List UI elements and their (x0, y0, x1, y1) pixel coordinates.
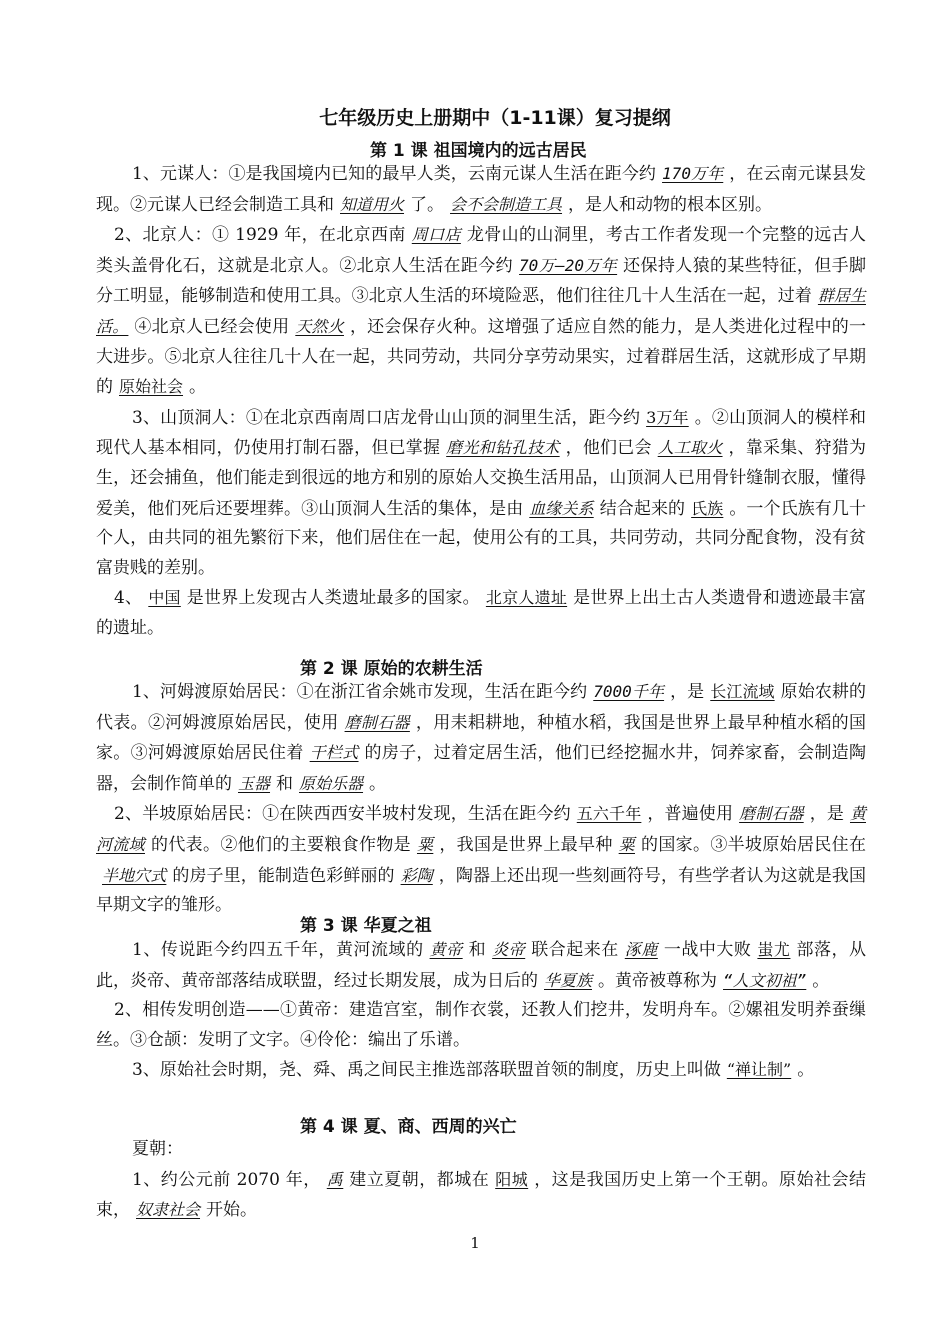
paragraph-banpo: 2、半坡原始居民：①在陕西西安半坡村发现，生活在距今约 五六千年 ，普遍使用 磨制石器 ，是 黄河流域 的代表。②他们的主要粮食作物是 粟 ，我国是世界上最早种 粟 的国家。③半坡原始居民住在半地穴式 的房子里，能制造色彩鲜丽的 彩陶 ，陶器上还出现一些刻画符号，有些学者认为这就是我国早期文字的雏形。 (96, 804, 866, 916)
answer-blank: 磨制石器 (739, 804, 804, 824)
answer-blank: 禹 (326, 1169, 344, 1189)
lesson-3-heading: 第 3 课 华夏之祖 (300, 916, 432, 936)
lesson-4-heading: 第 4 课 夏、商、西周的兴亡 (300, 1117, 517, 1137)
answer-blank: 干栏式 (309, 743, 359, 763)
answer-blank: 知道用火 (340, 194, 405, 214)
answer-blank: 群居生活。 (96, 286, 866, 336)
answer-blank: 粟 (416, 834, 434, 854)
answer-blank: 黄帝 (429, 940, 463, 959)
answer-blank: 中国 (148, 588, 181, 608)
paragraph-upper-cave: 3、山顶洞人：①在北京西南周口店龙骨山山顶的洞里生活，距今约 3万年 。②山顶洞人的模样和现代人基本相同，仍使用打制石器，但已掌握 磨光和钻孔技术 ，他们已会 人工取火 ，靠采集、狩猎为生，还会捕鱼，他们能走到很远的地方和别的原始人交换生活用品，山顶洞人已用骨针缝制衣服，懂得爱美，他们死后还要埋葬。③山顶洞人生活的集体，是由 血缘关系 结合起来的 氏族 。一个氏族有几十个人，由共同的祖先繁衍下来，他们居住在一起，使用公有的工具，共同劳动，共同分配食物，没有贫富贵贱的差别。 (96, 407, 866, 578)
answer-blank: 周口店 (411, 225, 461, 245)
answer-blank: 北京人遗址 (485, 588, 568, 608)
page-number: 1 (470, 1234, 480, 1252)
paragraph-shanrang: 3、原始社会时期，尧、舜、禹之间民主推选部落联盟首领的制度，历史上叫做 “禅让制” 。 (132, 1060, 815, 1081)
answer-blank: “禅让制” (726, 1060, 792, 1080)
paragraph-huangdi: 1、传说距今约四五千年，黄河流域的 黄帝 和 炎帝 联合起来在 涿鹿 一战中大败 蚩尤 部落，从此，炎帝、黄帝部落结成联盟，经过长期发展，成为日后的 华夏族 。黄帝被尊称为 “人文初祖” 。 (96, 940, 866, 991)
answer-blank: 磨光和钻孔技术 (446, 438, 560, 458)
answer-blank: 氏族 (691, 498, 724, 518)
paragraph-hemudu: 1、河姆渡原始居民：①在浙江省余姚市发现，生活在距今约 7000千年 ，是 长江流域 原始农耕的代表。②河姆渡原始居民，使用 磨制石器 ，用耒耜耕地，种植水稻，我国是世界上最早种植水稻的国家。③河姆渡原始居民住着 干栏式 的房子，过着定居生活，他们已经挖掘水井，饲养家畜，会制造陶器，会制作简单的 玉器 和 原始乐器 。 (96, 682, 867, 794)
paragraph-peking-man: 2、北京人：① 1929 年，在北京西南 周口店 龙骨山的山洞里，考古工作者发现一个完整的远古人类头盖骨化石，这就是北京人。②北京人生活在距今约 70万—20万年 还保持人猿的某些特征，但手脚分工明显，能够制造和使用工具。③北京人生活的环境险恶，他们往往几十人生活在一起，过着 群居生活。 ④北京人已经会使用 天然火 ，还会保存火种。这增强了适应自然的能力，是人类进化过程中的一大进步。⑤北京人往往几十人在一起，共同劳动，共同分享劳动果实，过着群居生活，这就形成了早期的 原始社会 。 (96, 225, 867, 398)
answer-blank: 长江流域 (710, 682, 775, 701)
answer-blank: 华夏族 (544, 970, 593, 990)
lesson-2-heading: 第 2 课 原始的农耕生活 (300, 659, 483, 679)
answer-blank: 会不会制造工具 (450, 194, 563, 214)
subheading-xia: 夏朝： (132, 1139, 183, 1159)
paragraph-china-sites: 4、 中国 是世界上发现古人类遗址最多的国家。 北京人遗址 是世界上出土古人类遗骨和遗迹最丰富的遗址。 (96, 588, 866, 638)
lesson-3-body (96, 935, 866, 1086)
answer-blank: 70万—20万年 (519, 255, 618, 275)
lesson-1-body (96, 159, 866, 644)
answer-blank: 黄河流域 (96, 804, 866, 854)
answer-blank: 天然火 (295, 316, 344, 336)
lesson-1-heading: 第 1 课 祖国境内的远古居民 (370, 141, 587, 161)
answer-blank: 170万年 (662, 164, 724, 183)
answer-blank: 血缘关系 (529, 498, 594, 518)
answer-blank: 彩陶 (400, 865, 433, 885)
answer-blank: 蚩尤 (757, 940, 791, 959)
answer-blank: 半地穴式 (102, 865, 167, 885)
answer-blank: 炎帝 (492, 940, 526, 959)
answer-blank: “人文初祖” (723, 970, 807, 990)
answer-blank: 涿鹿 (624, 940, 658, 959)
answer-blank: 磨制石器 (344, 712, 410, 732)
answer-blank: 奴隶社会 (136, 1200, 201, 1220)
answer-blank: 人工取火 (657, 438, 723, 458)
paragraph-xia: 1、约公元前 2070 年， 禹 建立夏朝，都城在 阳城 ，这是我国历史上第一个王朝。原始社会结束， 奴隶社会 开始。 (96, 1169, 866, 1221)
lesson-4-body (96, 1135, 866, 1226)
answer-blank: 玉器 (238, 773, 271, 793)
document-title: 七年级历史上册期中（1-11课）复习提纲 (319, 107, 671, 129)
answer-blank: 原始社会 (119, 377, 184, 397)
answer-blank: 7000千年 (593, 682, 665, 701)
answer-blank: 3万年 (646, 407, 689, 427)
paragraph-inventions: 2、相传发明创造——①黄帝：建造宫室，制作衣裳，还教人们挖井，发明舟车。②嫘祖发明养蚕缫丝。③仓颉：发明了文字。④伶伦：编出了乐谱。 (96, 1000, 866, 1050)
answer-blank: 阳城 (495, 1169, 529, 1189)
answer-blank: 粟 (618, 834, 635, 854)
answer-blank: 原始乐器 (299, 773, 364, 793)
answer-blank: 五六千年 (576, 804, 642, 824)
paragraph-yuanmou: 1、元谋人：①是我国境内已知的最早人类，云南元谋人生活在距今约 170万年 ，在云南元谋县发现。②元谋人已经会制造工具和 知道用火 了。 会不会制造工具 ，是人和动物的根本区别。 (96, 164, 866, 215)
lesson-2-body (96, 677, 866, 921)
